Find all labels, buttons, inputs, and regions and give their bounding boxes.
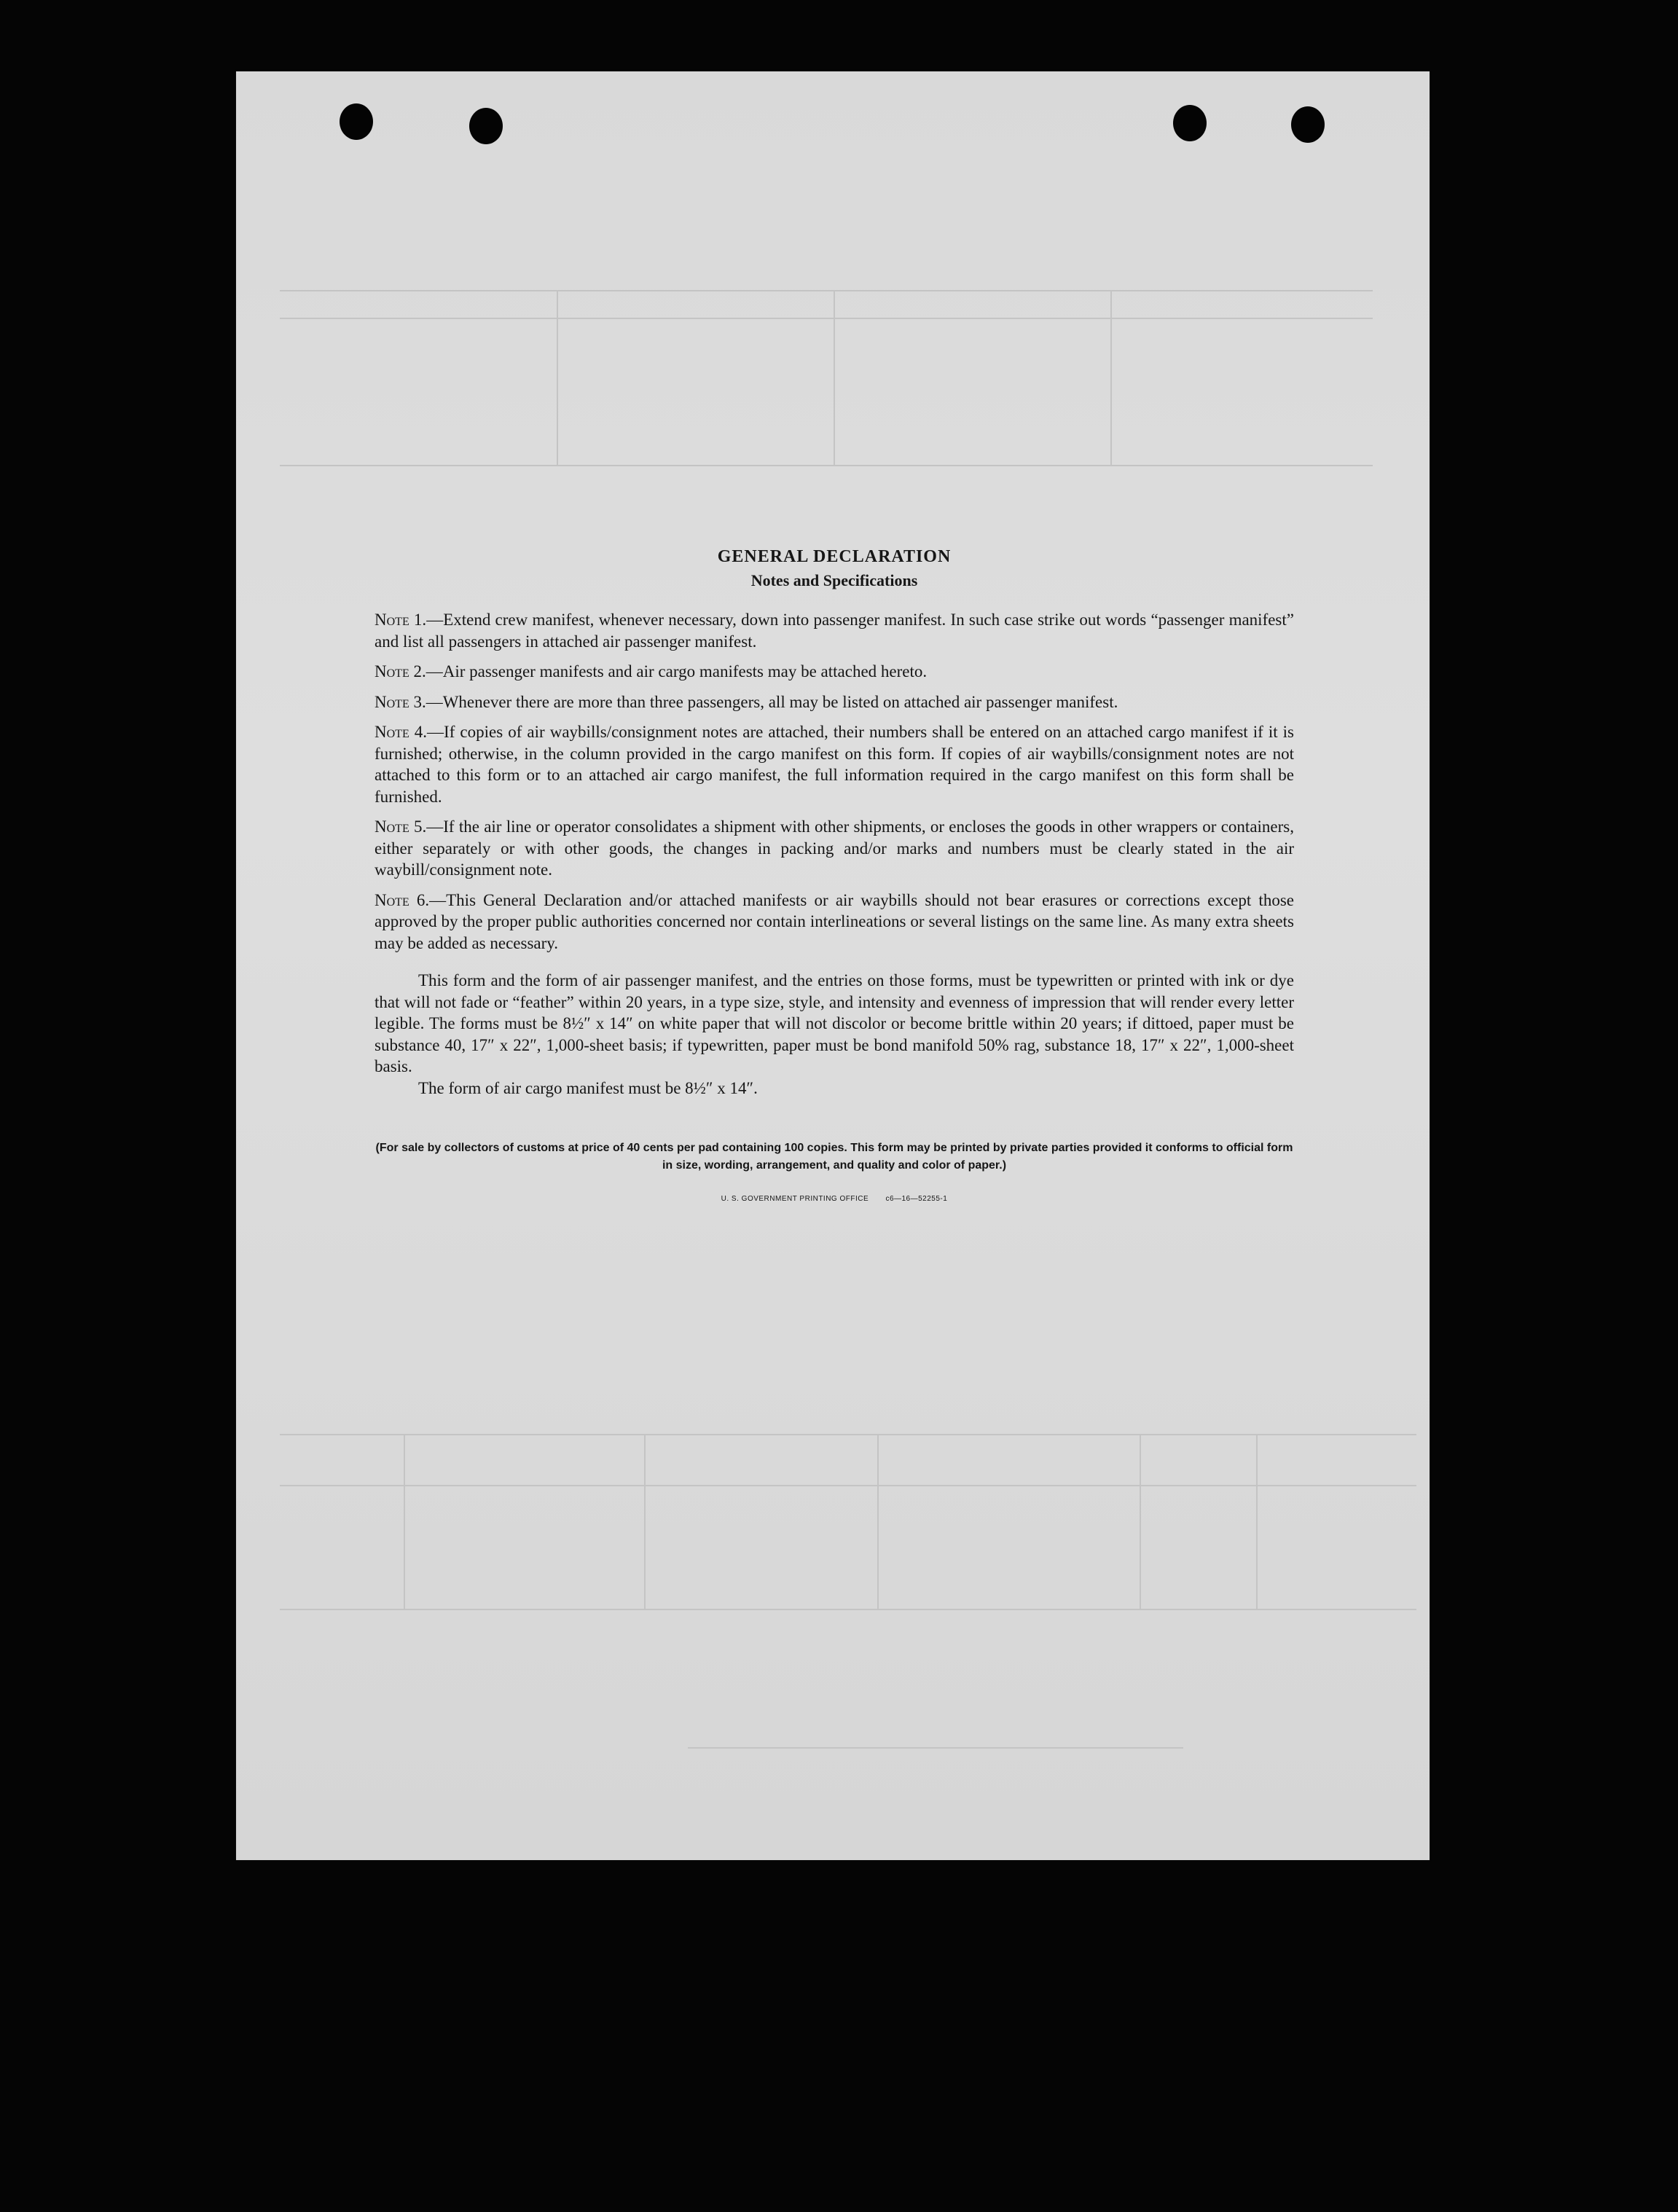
bleed-through-rule bbox=[877, 1434, 879, 1609]
printer-name: U. S. GOVERNMENT PRINTING OFFICE bbox=[721, 1195, 869, 1203]
sale-notice: (For sale by collectors of customs at price of 40 cents per pad containing 100 copies. This form may be printed by private parties provided it conforms to official form in size, wording, arrangement, and quality and color of paper.) bbox=[375, 1142, 1293, 1172]
bleed-through-rule bbox=[280, 1609, 1416, 1610]
note-text: —Whenever there are more than three passengers, all may be listed on attached air passenger manifest. bbox=[426, 692, 1118, 711]
punch-hole-1 bbox=[340, 103, 373, 140]
note-text: —If copies of air waybills/consignment notes are attached, their numbers shall be entered on an attached cargo manifest if it is furnished; otherwise, in the column provided in the cargo manifest on this form. If copies of air waybills/consignment notes are not attached to this form or to an attached air cargo manifest, the full information required in the cargo manifest on this form shall be furnished. bbox=[375, 723, 1294, 806]
punch-hole-4 bbox=[1291, 106, 1325, 143]
note-text: —Extend crew manifest, whenever necessary, down into passenger manifest. In such case strike out words “passenger manifest” and list all passengers in attached air passenger manifest. bbox=[375, 611, 1294, 651]
bleed-through-rule bbox=[404, 1434, 405, 1609]
note-text: —Air passenger manifests and air cargo manifests may be attached hereto. bbox=[426, 662, 928, 681]
notes-and-specifications bbox=[375, 546, 1294, 1203]
cargo-manifest-size-note: The form of air cargo manifest must be 8½″ x 14″. bbox=[418, 1078, 758, 1097]
note-1 bbox=[375, 609, 1294, 652]
bleed-through-rule bbox=[1110, 290, 1112, 465]
note-label: Note 5. bbox=[375, 817, 427, 836]
note-label: Note 1. bbox=[375, 611, 427, 629]
bleed-through-rule bbox=[280, 290, 1373, 291]
document-page bbox=[236, 71, 1430, 1860]
note-label: Note 2. bbox=[375, 662, 426, 681]
note-label: Note 6. bbox=[375, 890, 430, 909]
bleed-through-rule bbox=[644, 1434, 646, 1609]
printer-imprint bbox=[375, 1195, 1294, 1203]
note-label: Note 4. bbox=[375, 723, 428, 741]
note-3 bbox=[375, 691, 1294, 713]
bleed-through-rule bbox=[1256, 1434, 1258, 1609]
bleed-through-rule bbox=[1140, 1434, 1141, 1609]
page-subtitle: Notes and Specifications bbox=[750, 571, 918, 589]
bleed-through-rule bbox=[557, 290, 558, 465]
bleed-through-rule bbox=[280, 465, 1373, 466]
bleed-through-rule bbox=[688, 1747, 1183, 1749]
note-label: Note 3. bbox=[375, 692, 426, 711]
bleed-through-rule bbox=[280, 318, 1373, 319]
form-code: c6—16—52255-1 bbox=[885, 1195, 948, 1203]
note-text: —If the air line or operator consolidates a shipment with other shipments, or encloses the goods in other wrappers or containers, either separately or with other goods, the changes in packing and/or marks and numbers must be clearly stated in the air waybill/consignment note. bbox=[375, 817, 1294, 879]
note-4 bbox=[375, 721, 1294, 807]
punch-hole-2 bbox=[469, 108, 503, 144]
note-2 bbox=[375, 661, 1294, 683]
bleed-through-rule bbox=[280, 1485, 1416, 1486]
bleed-through-rule bbox=[280, 1434, 1416, 1435]
page-title: GENERAL DECLARATION bbox=[717, 547, 952, 566]
format-requirements-paragraph: This form and the form of air passenger manifest, and the entries on those forms, must be typewritten or printed with ink or dye that will not fade or “feather” within 20 years, in a type size, style, and intensity and evenness of impression that will render every letter legible. The forms must be 8½″ x 14″ on white paper that will not discolor or become brittle within 20 years; if dittoed, paper must be substance 40, 17″ x 22″, 1,000-sheet basis; if typewritten, paper must be bond manifold 50% rag, substance 18, 17″ x 22″, 1,000-sheet basis. bbox=[375, 971, 1294, 1075]
note-text: —This General Declaration and/or attached manifests or air waybills should not bear erasures or corrections except those approved by the proper public authorities concerned nor contain interlineations or several listings on the same line. As many extra sheets may be added as necessary. bbox=[375, 890, 1294, 952]
note-6 bbox=[375, 890, 1294, 954]
note-5 bbox=[375, 816, 1294, 881]
punch-hole-3 bbox=[1173, 105, 1207, 141]
bleed-through-rule bbox=[834, 290, 835, 465]
